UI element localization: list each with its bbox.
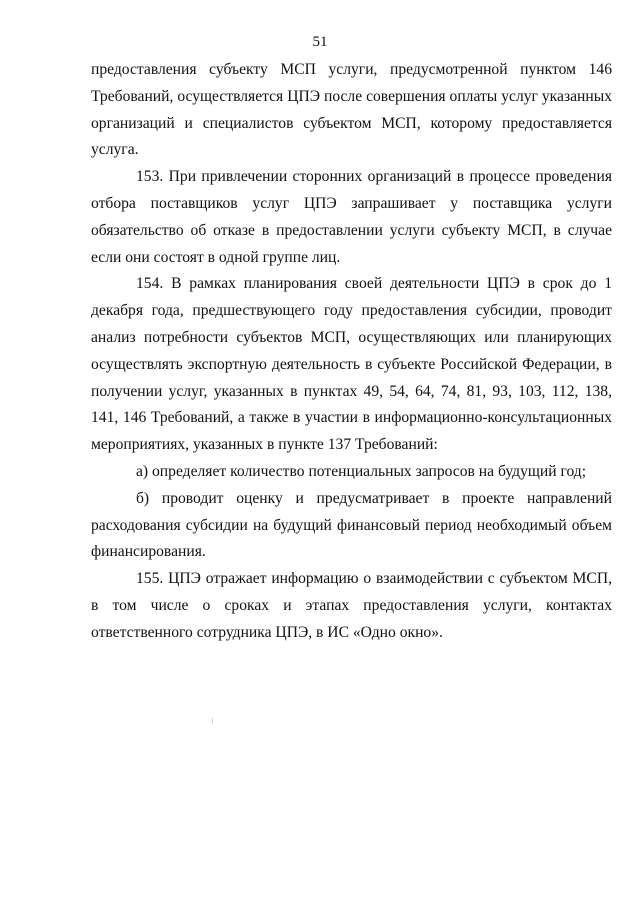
paragraph-155: 155. ЦПЭ отражает информацию о взаимодействии с субъектом МСП, в том числе о сроках и этапах предоставления услуги, контактах ответственного сотрудника ЦПЭ, в ИС «Одно окно».	[91, 570, 612, 641]
body-text	[91, 57, 612, 647]
paragraph-154-item-a: а) определяет количество потенциальных запросов на будущий год;	[136, 462, 587, 480]
paragraph-154-item-b: б) проводит оценку и предусматривает в проекте направлений расходования субсидии на будущий финансовый период необходимый объем финансирования.	[91, 489, 612, 561]
page-number: 51	[312, 34, 328, 50]
scan-artifact	[212, 718, 213, 724]
paragraph-153: 153. При привлечении сторонних организаций в процессе проведения отбора поставщиков услуг ЦПЭ запрашивает у поставщика услуги обязательство об отказе в предоставлении услуги субъекту МСП, в случае если они состоят в одной группе лиц.	[91, 168, 612, 266]
paragraph-154: 154. В рамках планирования своей деятельности ЦПЭ в срок до 1 декабря года, предшествующего году предоставления субсидии, проводит анализ потребности субъектов МСП, осуществляющих или планирующих осуществлять экспортную деятельность в субъекте Российской Федерации, в получении услуг, указанных в пунктах 49, 54, 64, 74, 81, 93, 103, 112, 138, 141, 146 Требований, а также в участии в информационно-консультационных мероприятиях, указанных в пункте 137 Требований:	[91, 275, 612, 454]
paragraph-continuation: предоставления субъекту МСП услуги, предусмотренной пунктом 146 Требований, осуществляется ЦПЭ после совершения оплаты услуг указанных организаций и специалистов субъектом МСП, которому предоставляется услуга.	[91, 61, 612, 159]
